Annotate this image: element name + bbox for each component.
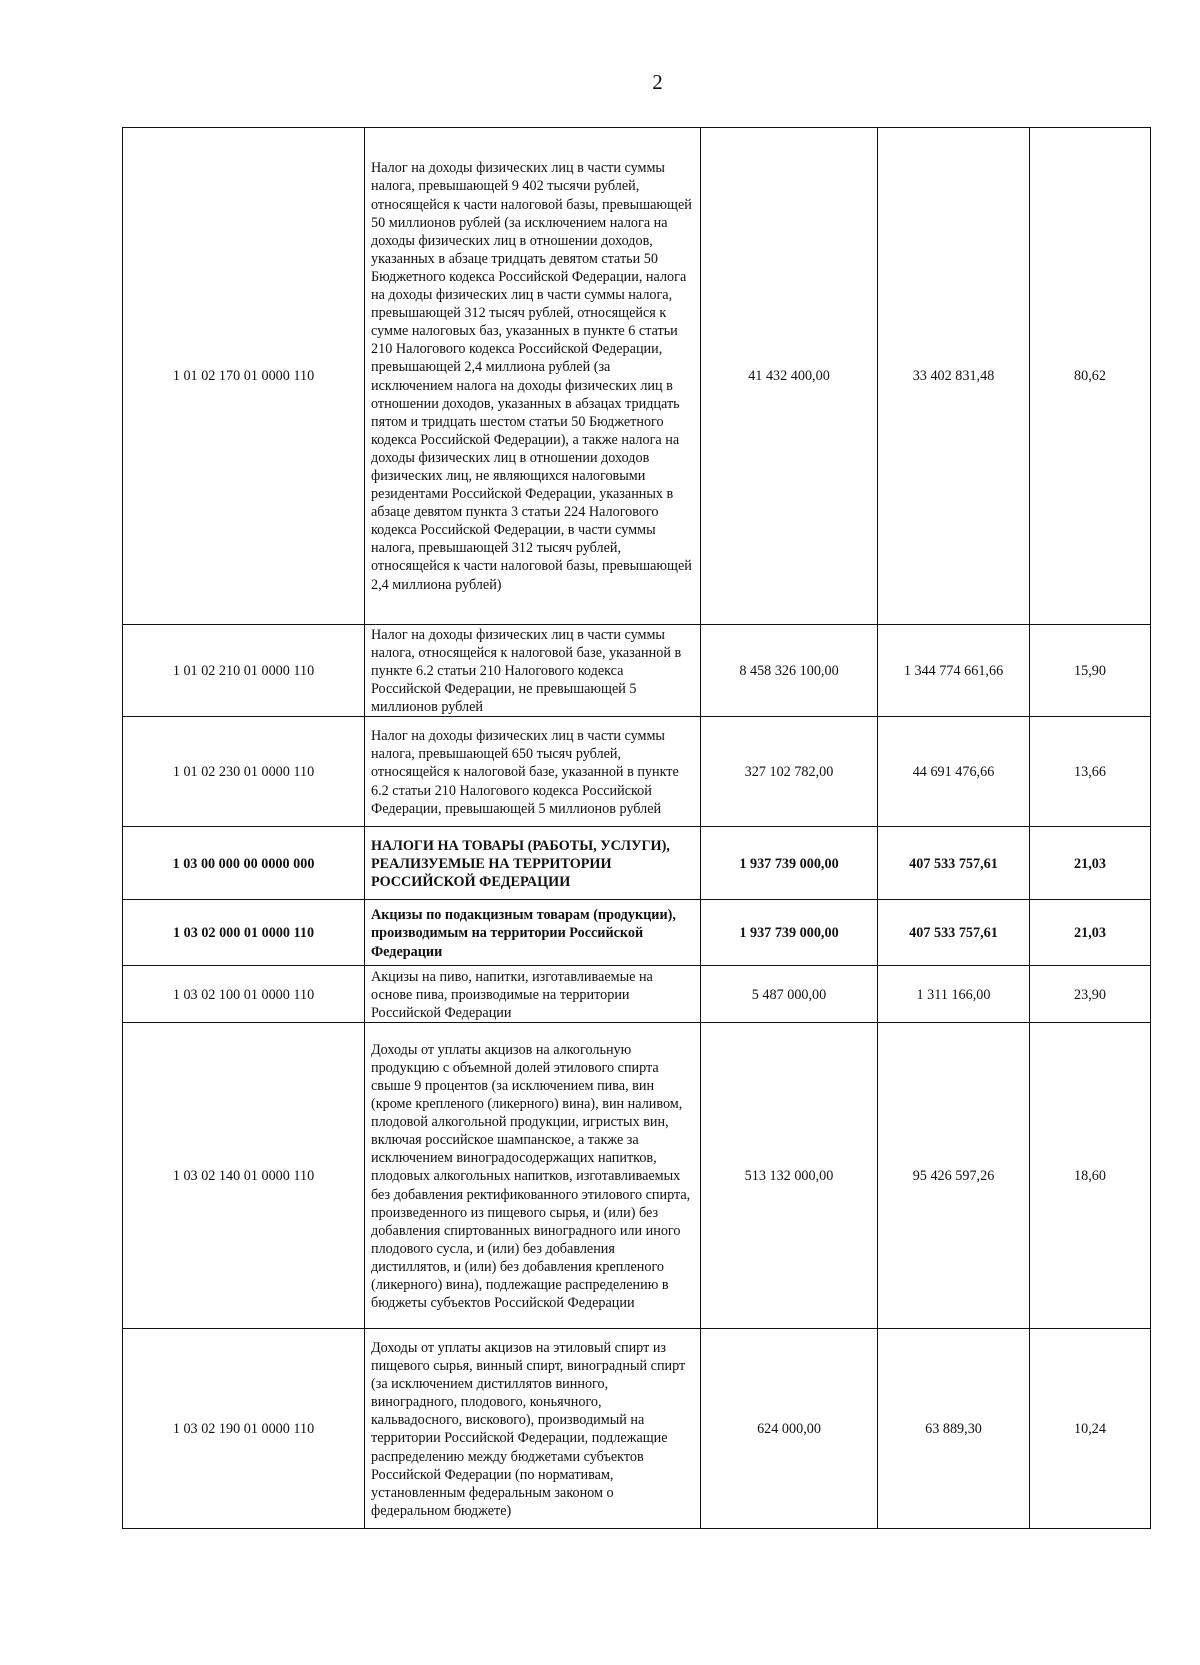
revenue-name-cell: Доходы от уплаты акцизов на этиловый спирт из пищевого сырья, винный спирт, виноградный спирт (за исключением дистиллятов винного, виноградного, плодового, коньячного, кальвадосного, вискового), производимый на территории Российской Федерации, подлежащие распределению между бюджетами субъектов Российской Федерации (по нормативам, установленным федеральным законом о федеральном бюджете) [365, 1329, 701, 1529]
revenue-code-cell: 1 03 02 100 01 0000 110 [123, 966, 365, 1023]
revenue-name-cell: Акцизы на пиво, напитки, изготавливаемые на основе пива, производимые на территории Российской Федерации [365, 966, 701, 1023]
revenue-name-cell: Акцизы по подакцизным товарам (продукции), производимым на территории Российской Федерации [365, 900, 701, 966]
table-row [123, 1023, 1151, 1329]
plan-amount-cell: 513 132 000,00 [701, 1023, 878, 1329]
execution-percent-cell: 18,60 [1030, 1023, 1151, 1329]
actual-amount-cell: 407 533 757,61 [878, 827, 1030, 900]
actual-amount-cell: 1 344 774 661,66 [878, 625, 1030, 717]
table-row [123, 625, 1151, 717]
table-row [123, 717, 1151, 827]
table-row [123, 1329, 1151, 1529]
page-number: 2 [652, 70, 663, 94]
revenue-code-cell: 1 03 02 190 01 0000 110 [123, 1329, 365, 1529]
revenue-code-cell: 1 01 02 170 01 0000 110 [123, 128, 365, 625]
plan-amount-cell: 41 432 400,00 [701, 128, 878, 625]
table-row [123, 827, 1151, 900]
revenue-name-cell: НАЛОГИ НА ТОВАРЫ (РАБОТЫ, УСЛУГИ), РЕАЛИЗУЕМЫЕ НА ТЕРРИТОРИИ РОССИЙСКОЙ ФЕДЕРАЦИИ [365, 827, 701, 900]
revenue-code-cell: 1 01 02 210 01 0000 110 [123, 625, 365, 717]
actual-amount-cell: 44 691 476,66 [878, 717, 1030, 827]
plan-amount-cell: 327 102 782,00 [701, 717, 878, 827]
actual-amount-cell: 63 889,30 [878, 1329, 1030, 1529]
execution-percent-cell: 21,03 [1030, 900, 1151, 966]
execution-percent-cell: 13,66 [1030, 717, 1151, 827]
execution-percent-cell: 10,24 [1030, 1329, 1151, 1529]
actual-amount-cell: 1 311 166,00 [878, 966, 1030, 1023]
plan-amount-cell: 5 487 000,00 [701, 966, 878, 1023]
revenue-code-cell: 1 01 02 230 01 0000 110 [123, 717, 365, 827]
plan-amount-cell: 8 458 326 100,00 [701, 625, 878, 717]
execution-percent-cell: 80,62 [1030, 128, 1151, 625]
actual-amount-cell: 33 402 831,48 [878, 128, 1030, 625]
actual-amount-cell: 407 533 757,61 [878, 900, 1030, 966]
table-row [123, 966, 1151, 1023]
revenue-name-cell: Налог на доходы физических лиц в части суммы налога, превышающей 650 тысяч рублей, относящейся к налоговой базе, указанной в пункте 6.2 статьи 210 Налогового кодекса Российской Федерации, превышающей 5 миллионов рублей [365, 717, 701, 827]
execution-percent-cell: 21,03 [1030, 827, 1151, 900]
execution-percent-cell: 15,90 [1030, 625, 1151, 717]
revenue-name-cell: Налог на доходы физических лиц в части суммы налога, относящейся к налоговой базе, указанной в пункте 6.2 статьи 210 Налогового кодекса Российской Федерации, не превышающей 5 миллионов рублей [365, 625, 701, 717]
revenue-name-cell: Налог на доходы физических лиц в части суммы налога, превышающей 9 402 тысячи рублей, относящейся к части налоговой базы, превышающей 50 миллионов рублей (за исключением налога на доходы физических лиц в отношении доходов, указанных в абзаце тридцать девятом статьи 50 Бюджетного кодекса Российской Федерации, налога на доходы физических лиц в части суммы налога, превышающей 312 тысяч рублей, относящейся к сумме налоговых баз, указанных в пункте 6 статьи 210 Налогового кодекса Российской Федерации, превышающей 2,4 миллиона рублей (за исключением налога на доходы физических лиц в отношении доходов, указанных в абзацах тридцать пятом и тридцать шестом статьи 50 Бюджетного кодекса Российской Федерации), а также налога на доходы физических лиц в отношении доходов физических лиц, не являющихся налоговыми резидентами Российской Федерации, указанных в абзаце девятом пункта 3 статьи 224 Налогового кодекса Российской Федерации, в части суммы налога, превышающей 312 тысяч рублей, относящейся к части налоговой базы, превышающей 2,4 миллиона рублей) [365, 128, 701, 625]
revenue-code-cell: 1 03 02 140 01 0000 110 [123, 1023, 365, 1329]
table-body [123, 128, 1151, 1529]
execution-percent-cell: 23,90 [1030, 966, 1151, 1023]
revenue-code-cell: 1 03 00 000 00 0000 000 [123, 827, 365, 900]
plan-amount-cell: 1 937 739 000,00 [701, 900, 878, 966]
revenue-name-cell: Доходы от уплаты акцизов на алкогольную продукцию с объемной долей этилового спирта свыше 9 процентов (за исключением пива, вин (кроме крепленого (ликерного) вина), вин наливом, плодовой алкогольной продукции, игристых вин, включая российское шампанское, а также за исключением виноградосодержащих напитков, плодовых алкогольных напитков, изготавливаемых без добавления ректификованного этилового спирта, произведенного из пищевого сырья, и (или) без добавления спиртованных виноградного или иного плодового сусла, и (или) без добавления дистиллятов, и (или) без добавления крепленого (ликерного) вина), подлежащие распределению в бюджеты субъектов Российской Федерации [365, 1023, 701, 1329]
budget-revenue-table [122, 127, 1151, 1529]
revenue-code-cell: 1 03 02 000 01 0000 110 [123, 900, 365, 966]
table-row [123, 128, 1151, 625]
plan-amount-cell: 1 937 739 000,00 [701, 827, 878, 900]
actual-amount-cell: 95 426 597,26 [878, 1023, 1030, 1329]
plan-amount-cell: 624 000,00 [701, 1329, 878, 1529]
table-row [123, 900, 1151, 966]
